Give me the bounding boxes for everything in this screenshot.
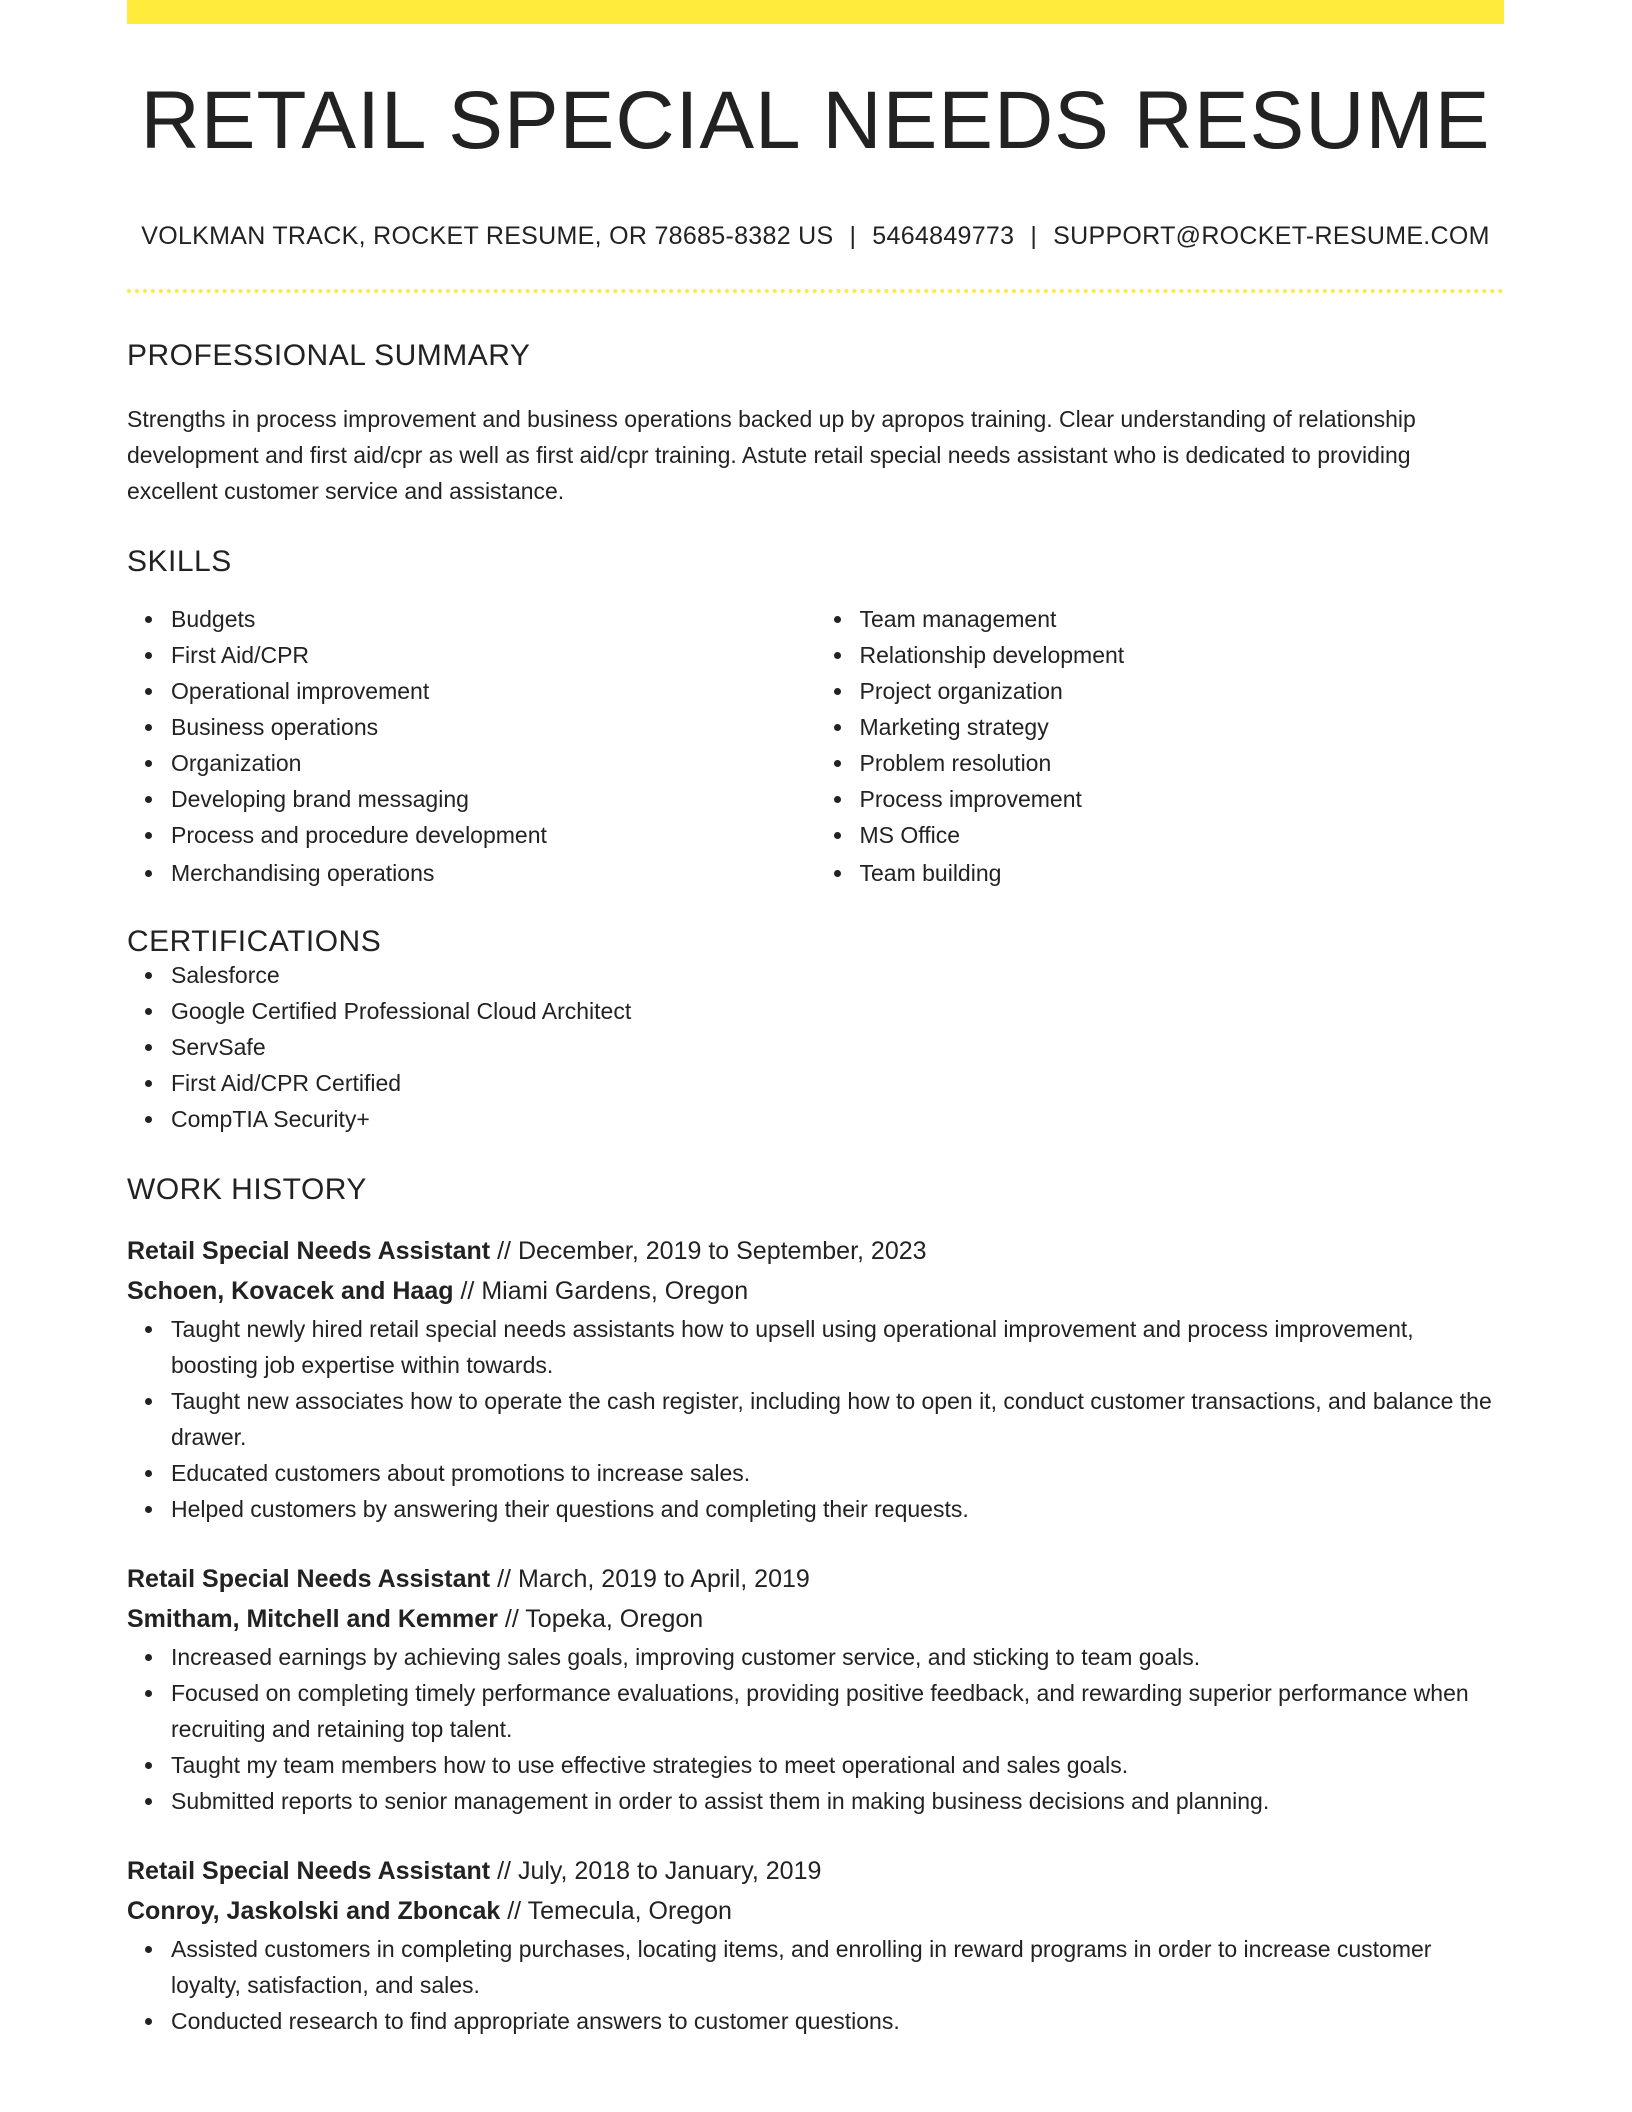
job-location: Topeka, Oregon [525, 1605, 704, 1633]
skills-grid [127, 601, 1504, 891]
job-duties [127, 1311, 1504, 1527]
job-entry [127, 1851, 1504, 2039]
job-title: Retail Special Needs Assistant [127, 1565, 491, 1593]
job-title: Retail Special Needs Assistant [127, 1857, 491, 1885]
job-separator: // [497, 1857, 511, 1885]
job-title-line [127, 1231, 1504, 1271]
skill-item: Team building [860, 855, 1505, 891]
job-entry [127, 1559, 1504, 1819]
job-duty-item: Taught new associates how to operate the cash register, including how to open it, conduct customer transactions, and balance the drawer. [171, 1383, 1504, 1455]
job-company: Schoen, Kovacek and Haag [127, 1277, 454, 1305]
job-entry [127, 1231, 1504, 1527]
skill-item: Budgets [171, 601, 816, 637]
certifications-heading: CERTIFICATIONS [127, 925, 382, 958]
job-company-line [127, 1891, 1504, 1931]
job-duty-item: Helped customers by answering their questions and completing their requests. [171, 1491, 1504, 1527]
skill-item: Merchandising operations [171, 855, 816, 891]
job-location: Temecula, Oregon [527, 1897, 732, 1925]
contact-separator: | [1030, 222, 1038, 250]
job-duty-item: Educated customers about promotions to increase sales. [171, 1455, 1504, 1491]
skills-column-left [127, 601, 816, 891]
certifications-list [127, 957, 1504, 1137]
skill-item: Marketing strategy [860, 709, 1505, 745]
job-separator: // [460, 1277, 475, 1305]
job-dates: March, 2019 to April, 2019 [517, 1565, 810, 1593]
job-title-line [127, 1851, 1504, 1891]
skills-column-right [816, 601, 1505, 891]
contact-separator: | [849, 222, 857, 250]
skills-heading: SKILLS [127, 545, 232, 578]
certification-item: Salesforce [171, 957, 1504, 993]
skill-item: Team management [860, 601, 1505, 637]
job-duties [127, 1639, 1504, 1819]
job-duty-item: Focused on completing timely performance evaluations, providing positive feedback, and rewarding superior performance when recruiting and retaining top talent. [171, 1675, 1504, 1747]
skill-item: Developing brand messaging [171, 781, 816, 817]
job-duty-item: Increased earnings by achieving sales goals, improving customer service, and sticking to team goals. [171, 1639, 1504, 1675]
job-duty-item: Taught newly hired retail special needs assistants how to upsell using operational improvement and process improvement, boosting job expertise within towards. [171, 1311, 1504, 1383]
job-separator: // [507, 1897, 522, 1925]
certification-item: CompTIA Security+ [171, 1101, 1504, 1137]
contact-address: VOLKMAN TRACK, ROCKET RESUME, OR 78685-8382 US [141, 222, 834, 250]
summary-heading: PROFESSIONAL SUMMARY [127, 339, 531, 372]
job-duties [127, 1931, 1504, 2039]
skill-item: First Aid/CPR [171, 637, 816, 673]
skill-item: Process and procedure development [171, 817, 816, 853]
job-duty-item: Submitted reports to senior management in order to assist them in making business decisions and planning. [171, 1783, 1504, 1819]
certification-item: First Aid/CPR Certified [171, 1065, 1504, 1101]
resume-page [127, 0, 1504, 2039]
certification-item: Google Certified Professional Cloud Architect [171, 993, 1504, 1029]
skill-item: Project organization [860, 673, 1505, 709]
resume-title: RETAIL SPECIAL NEEDS RESUME [140, 75, 1491, 166]
job-location: Miami Gardens, Oregon [481, 1277, 749, 1305]
skill-item: MS Office [860, 817, 1505, 853]
job-company: Conroy, Jaskolski and Zboncak [127, 1897, 501, 1925]
job-title: Retail Special Needs Assistant [127, 1237, 491, 1265]
contact-info [127, 224, 1504, 249]
skill-item: Organization [171, 745, 816, 781]
job-title-line [127, 1559, 1504, 1599]
job-separator: // [497, 1565, 511, 1593]
skill-item: Operational improvement [171, 673, 816, 709]
job-dates: July, 2018 to January, 2019 [517, 1857, 822, 1885]
job-separator: // [504, 1605, 519, 1633]
work-history-heading: WORK HISTORY [127, 1173, 367, 1206]
accent-top-bar [127, 0, 1504, 24]
job-duty-item: Assisted customers in completing purchases, locating items, and enrolling in reward programs in order to increase customer loyalty, satisfaction, and sales. [171, 1931, 1504, 2003]
dotted-divider [127, 289, 1504, 293]
job-company: Smitham, Mitchell and Kemmer [127, 1605, 498, 1633]
job-duty-item: Conducted research to find appropriate answers to customer questions. [171, 2003, 1504, 2039]
skill-item: Relationship development [860, 637, 1505, 673]
certification-item: ServSafe [171, 1029, 1504, 1065]
job-dates: December, 2019 to September, 2023 [517, 1237, 927, 1265]
job-separator: // [497, 1237, 511, 1265]
job-duty-item: Taught my team members how to use effective strategies to meet operational and sales goals. [171, 1747, 1504, 1783]
contact-phone: 5464849773 [872, 222, 1015, 250]
summary-text: Strengths in process improvement and business operations backed up by apropos training. Clear understanding of relationship development and first aid/cpr as well as first aid/cpr training. Astute retail special needs assistant who is dedicated to providing excellent customer service and assistance. [127, 406, 1416, 504]
skill-item: Business operations [171, 709, 816, 745]
job-company-line [127, 1599, 1504, 1639]
skill-item: Process improvement [860, 781, 1505, 817]
contact-email: SUPPORT@ROCKET-RESUME.COM [1053, 222, 1490, 250]
skill-item: Problem resolution [860, 745, 1505, 781]
job-company-line [127, 1271, 1504, 1311]
